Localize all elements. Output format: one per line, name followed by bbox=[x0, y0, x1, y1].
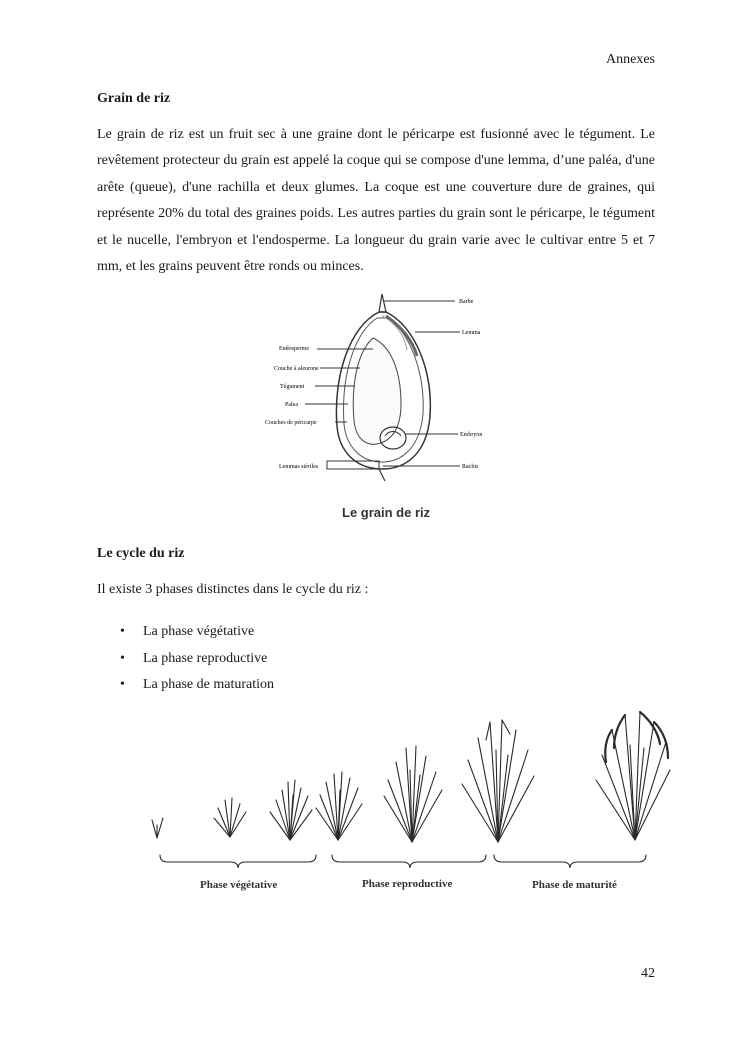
rice-cycle-illustration bbox=[130, 700, 690, 900]
brace-vegetative bbox=[160, 855, 316, 868]
label-phase-reproductive: Phase reproductive bbox=[362, 878, 453, 890]
label-tegument: Tégument bbox=[280, 384, 305, 390]
plant-stage-7 bbox=[596, 712, 670, 840]
label-lemmas-steriles: Lemmas stériles bbox=[279, 464, 319, 470]
label-phase-maturity: Phase de maturité bbox=[532, 879, 617, 891]
running-header: Annexes bbox=[606, 52, 655, 67]
list-item: • La phase végétative bbox=[97, 623, 274, 650]
cycle-intro: Il existe 3 phases distinctes dans le cycle du riz : bbox=[97, 582, 369, 597]
grain-awn bbox=[379, 294, 386, 312]
label-barbe: Barbe bbox=[459, 299, 474, 305]
label-palea: Palea bbox=[285, 402, 298, 408]
grain-figure-caption: Le grain de riz bbox=[342, 505, 431, 520]
grain-paragraph: Le grain de riz est un fruit sec à une graine dont le péricarpe est fusionné avec le tégument. Le revêtement protecteur du grain est appelé la coque qui se compose d'une lemma, d’une paléa, d'une arête (queue), d'une rachilla et deux glumes. La coque est une couverture dure de graines, qui représente 20% du total des graines poids. Les autres parties du grain sont le péricarpe, le tégument et le nucelle, l'embryon et l'endosperme. La longueur du grain varie avec le cultivar entre 5 et 7 mm, et les grains peuvent être ronds ou minces. bbox=[97, 127, 655, 275]
label-embryon: Embryon bbox=[460, 432, 483, 438]
section-heading-grain: Grain de riz bbox=[97, 91, 171, 106]
label-phase-vegetative: Phase végétative bbox=[200, 879, 278, 891]
label-aleurone: Couche à aleurone bbox=[274, 366, 319, 372]
list-item: • La phase reproductive bbox=[97, 650, 274, 677]
brace-maturity bbox=[494, 855, 646, 868]
label-lemma: Lemma bbox=[462, 330, 481, 336]
list-item: • La phase de maturation bbox=[97, 676, 274, 703]
label-pericarpe: Couches de péricarpe bbox=[265, 420, 317, 426]
rice-grain-diagram bbox=[255, 286, 495, 486]
section-heading-cycle: Le cycle du riz bbox=[97, 546, 185, 561]
phase-list bbox=[97, 623, 274, 703]
label-rachis: Rachis bbox=[462, 464, 479, 470]
page-number: 42 bbox=[641, 966, 655, 981]
grain-endosperm bbox=[353, 338, 401, 444]
label-endosperme: Endosperme bbox=[279, 346, 309, 352]
plant-stage-4 bbox=[316, 772, 362, 840]
plant-stage-1 bbox=[152, 818, 163, 838]
brace-reproductive bbox=[332, 855, 486, 868]
plant-stage-2 bbox=[214, 798, 246, 837]
plant-stage-6 bbox=[462, 720, 534, 842]
plant-stage-3 bbox=[270, 780, 312, 840]
plant-stage-5 bbox=[384, 746, 442, 842]
